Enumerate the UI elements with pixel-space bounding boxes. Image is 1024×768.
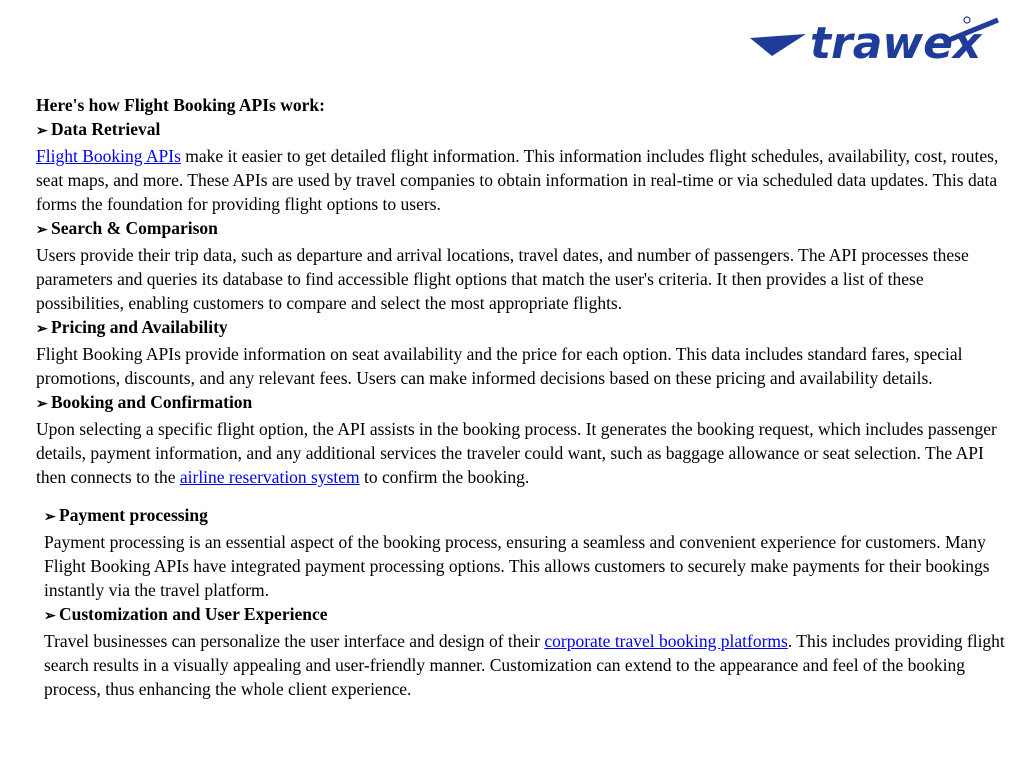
section-paragraph: Payment processing is an essential aspect of the booking process, ensuring a seamless and convenient experience for customers. Many Flight Booking APIs have integrated payment processing options. This allows customers to securely make payments for their bookings instantly via the travel platform. — [44, 532, 990, 600]
section-heading: ➢ Data Retrieval — [36, 117, 1006, 144]
page-title: Here's how Flight Booking APIs work: — [36, 95, 325, 115]
section-booking-confirmation — [36, 390, 1006, 489]
section-paragraph: Flight Booking APIs provide information on seat availability and the price for each option. This data includes standard fares, special promotions, discounts, and any relevant fees. Users can make informed decisions based on these pricing and availability details. — [36, 344, 963, 388]
arrow-bullet-icon: ➢ — [44, 609, 56, 624]
section-paragraph: Flight Booking APIs make it easier to get detailed flight information. This information includes flight schedules, availability, cost, routes, seat maps, and more. These APIs are used by travel companies to obtain information in real-time or via scheduled data updates. This data forms the foundation for providing flight options to users. — [36, 146, 999, 214]
section-heading: ➢ Booking and Confirmation — [36, 390, 1006, 417]
arrow-bullet-icon: ➢ — [36, 223, 48, 238]
content-block-top — [36, 93, 1006, 489]
section-heading: ➢ Search & Comparison — [36, 216, 1006, 243]
section-search-comparison — [36, 216, 1006, 315]
section-paragraph: Upon selecting a specific flight option, the API assists in the booking process. It generates the booking request, which includes passenger details, payment information, and any additional services the traveler could want, such as baggage allowance or seat selection. The API then connects to the airline reservation system to confirm the booking. — [36, 419, 997, 487]
content-block-bottom — [44, 503, 1019, 701]
trawex-logo-graphic — [748, 14, 1004, 68]
section-data-retrieval — [36, 117, 1006, 216]
section-heading: ➢ Payment processing — [44, 503, 1019, 530]
arrow-bullet-icon: ➢ — [44, 510, 56, 525]
section-paragraph: Users provide their trip data, such as departure and arrival locations, travel dates, and number of passengers. The API processes these parameters and queries its database to find accessible flight options that match the user's criteria. It then provides a list of these possibilities, enabling customers to compare and select the most appropriate flights. — [36, 245, 969, 313]
arrow-bullet-icon: ➢ — [36, 397, 48, 412]
section-payment-processing — [44, 503, 1019, 602]
corporate-travel-booking-platforms-link[interactable]: corporate travel booking platforms — [544, 631, 788, 651]
logo-text: trawex — [810, 18, 982, 68]
arrow-bullet-icon: ➢ — [36, 124, 48, 139]
flight-booking-apis-link[interactable]: Flight Booking APIs — [36, 146, 181, 166]
section-pricing-availability — [36, 315, 1006, 390]
arrow-bullet-icon: ➢ — [36, 322, 48, 337]
section-paragraph: Travel businesses can personalize the user interface and design of their corporate travel booking platforms. This includes providing flight search results in a visually appealing and user-friendly manner. Customization can extend to the appearance and feel of the booking process, thus enhancing the whole client experience. — [44, 631, 1005, 699]
airline-reservation-system-link[interactable]: airline reservation system — [179, 467, 360, 487]
trawex-logo — [748, 14, 1004, 68]
section-customization — [44, 602, 1019, 701]
section-heading: ➢ Customization and User Experience — [44, 602, 1019, 629]
logo-arrow-shape — [750, 34, 806, 56]
section-heading: ➢ Pricing and Availability — [36, 315, 1006, 342]
